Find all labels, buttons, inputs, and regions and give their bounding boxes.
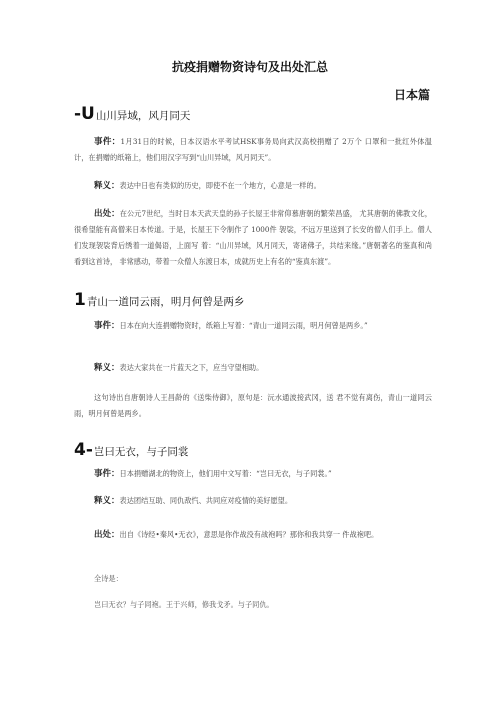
entry-title: 岂曰无衣，与子同裳 <box>93 446 189 458</box>
event-label: 事件： <box>94 137 121 147</box>
entry-number: 4- <box>74 440 93 460</box>
meaning-label: 释义： <box>94 496 120 506</box>
entry-title: 青山一道同云雨，明月何曾是两乡 <box>86 296 245 308</box>
source-paragraph <box>74 206 432 270</box>
event-paragraph <box>74 318 432 334</box>
source-text: 这句诗出自唐朝诗人王昌龄的《送柴侍御》，原句是：沅水通波接武冈，送 君不觉有离伤，青山一道同云雨，明月何曾是两乡。 <box>74 393 432 418</box>
event-text: 日本捐赠湖北的物资上，他们用中文写着：“岂曰无衣，与子同裳。” <box>119 469 332 478</box>
source-label: 出处： <box>94 209 120 219</box>
poem-label: 全诗是： <box>94 574 123 583</box>
meaning-label: 释义： <box>94 181 120 191</box>
section-label: 日本篇 <box>393 88 430 102</box>
meaning-text: 表达中日也有类似的历史，即使不在一个地方，心意是一样的。 <box>119 181 321 190</box>
event-text: 日本在向大连捐赠物资时，纸箱上写着：“青山一道同云雨，明月何曾是两乡。” <box>119 321 368 330</box>
meaning-text: 表达团结互助、同仇敌忾、共同应对疫情的美好愿望。 <box>119 496 293 505</box>
event-paragraph <box>74 134 432 166</box>
source-text: 出自《诗经•秦风•无衣》，意思是你作战没有战袍吗？那你和我共穿一 件战袍吧。 <box>119 530 379 539</box>
entry-number: 1 <box>74 290 86 310</box>
meaning-label: 释义： <box>94 363 120 373</box>
source-paragraph <box>74 390 432 422</box>
meaning-paragraph <box>74 493 432 509</box>
meaning-text: 表达大家共在一片蓝天之下，应当守望相助。 <box>119 363 264 372</box>
entry-heading <box>74 104 190 124</box>
event-paragraph <box>74 466 432 482</box>
poem-text: 岂曰无衣？与子同袍。王于兴师，修我戈矛。与子同仇。 <box>94 600 274 609</box>
entry-heading <box>74 440 188 460</box>
entry-title: 山川异域，风月同天 <box>95 110 191 122</box>
source-paragraph <box>74 527 432 543</box>
document-title: 抗疫捐赠物资诗句及出处汇总 <box>171 60 328 74</box>
event-text: 1月31日的时候，日本汉语水平考试HSK事务局向武汉高校捐赠了 2万个 口罩和一批红外体温计，在捐赠的纸箱上，他们用汉字写到“山川异域，风月同天”。 <box>74 137 432 162</box>
entry-heading <box>74 290 244 310</box>
source-label: 出处： <box>94 530 120 540</box>
event-label: 事件： <box>94 469 120 479</box>
meaning-paragraph <box>74 360 432 376</box>
source-text: 在公元7世纪，当时日本天武天皇的孙子长屋王非常仰慕唐朝的繁荣昌盛， 尤其唐朝的佛教文化，很希望能有高僧来日本传道。于是，长屋王下令制作了 1000件 袈裟，不远万里送到了长安的僧人们手上。僧人们发现袈裟背后绣着一道偈语，上面写 着：“山川异域，风月同天，寄诸佛子，共结来缘。”唐朝著名的鉴真和尚看到这首诗， 非常感动，带着一众僧人东渡日本，成就历史上有名的“鉴真东渡”。 <box>74 209 432 266</box>
event-label: 事件： <box>94 321 120 331</box>
entry-number: -U <box>74 104 95 124</box>
meaning-paragraph <box>74 178 432 194</box>
